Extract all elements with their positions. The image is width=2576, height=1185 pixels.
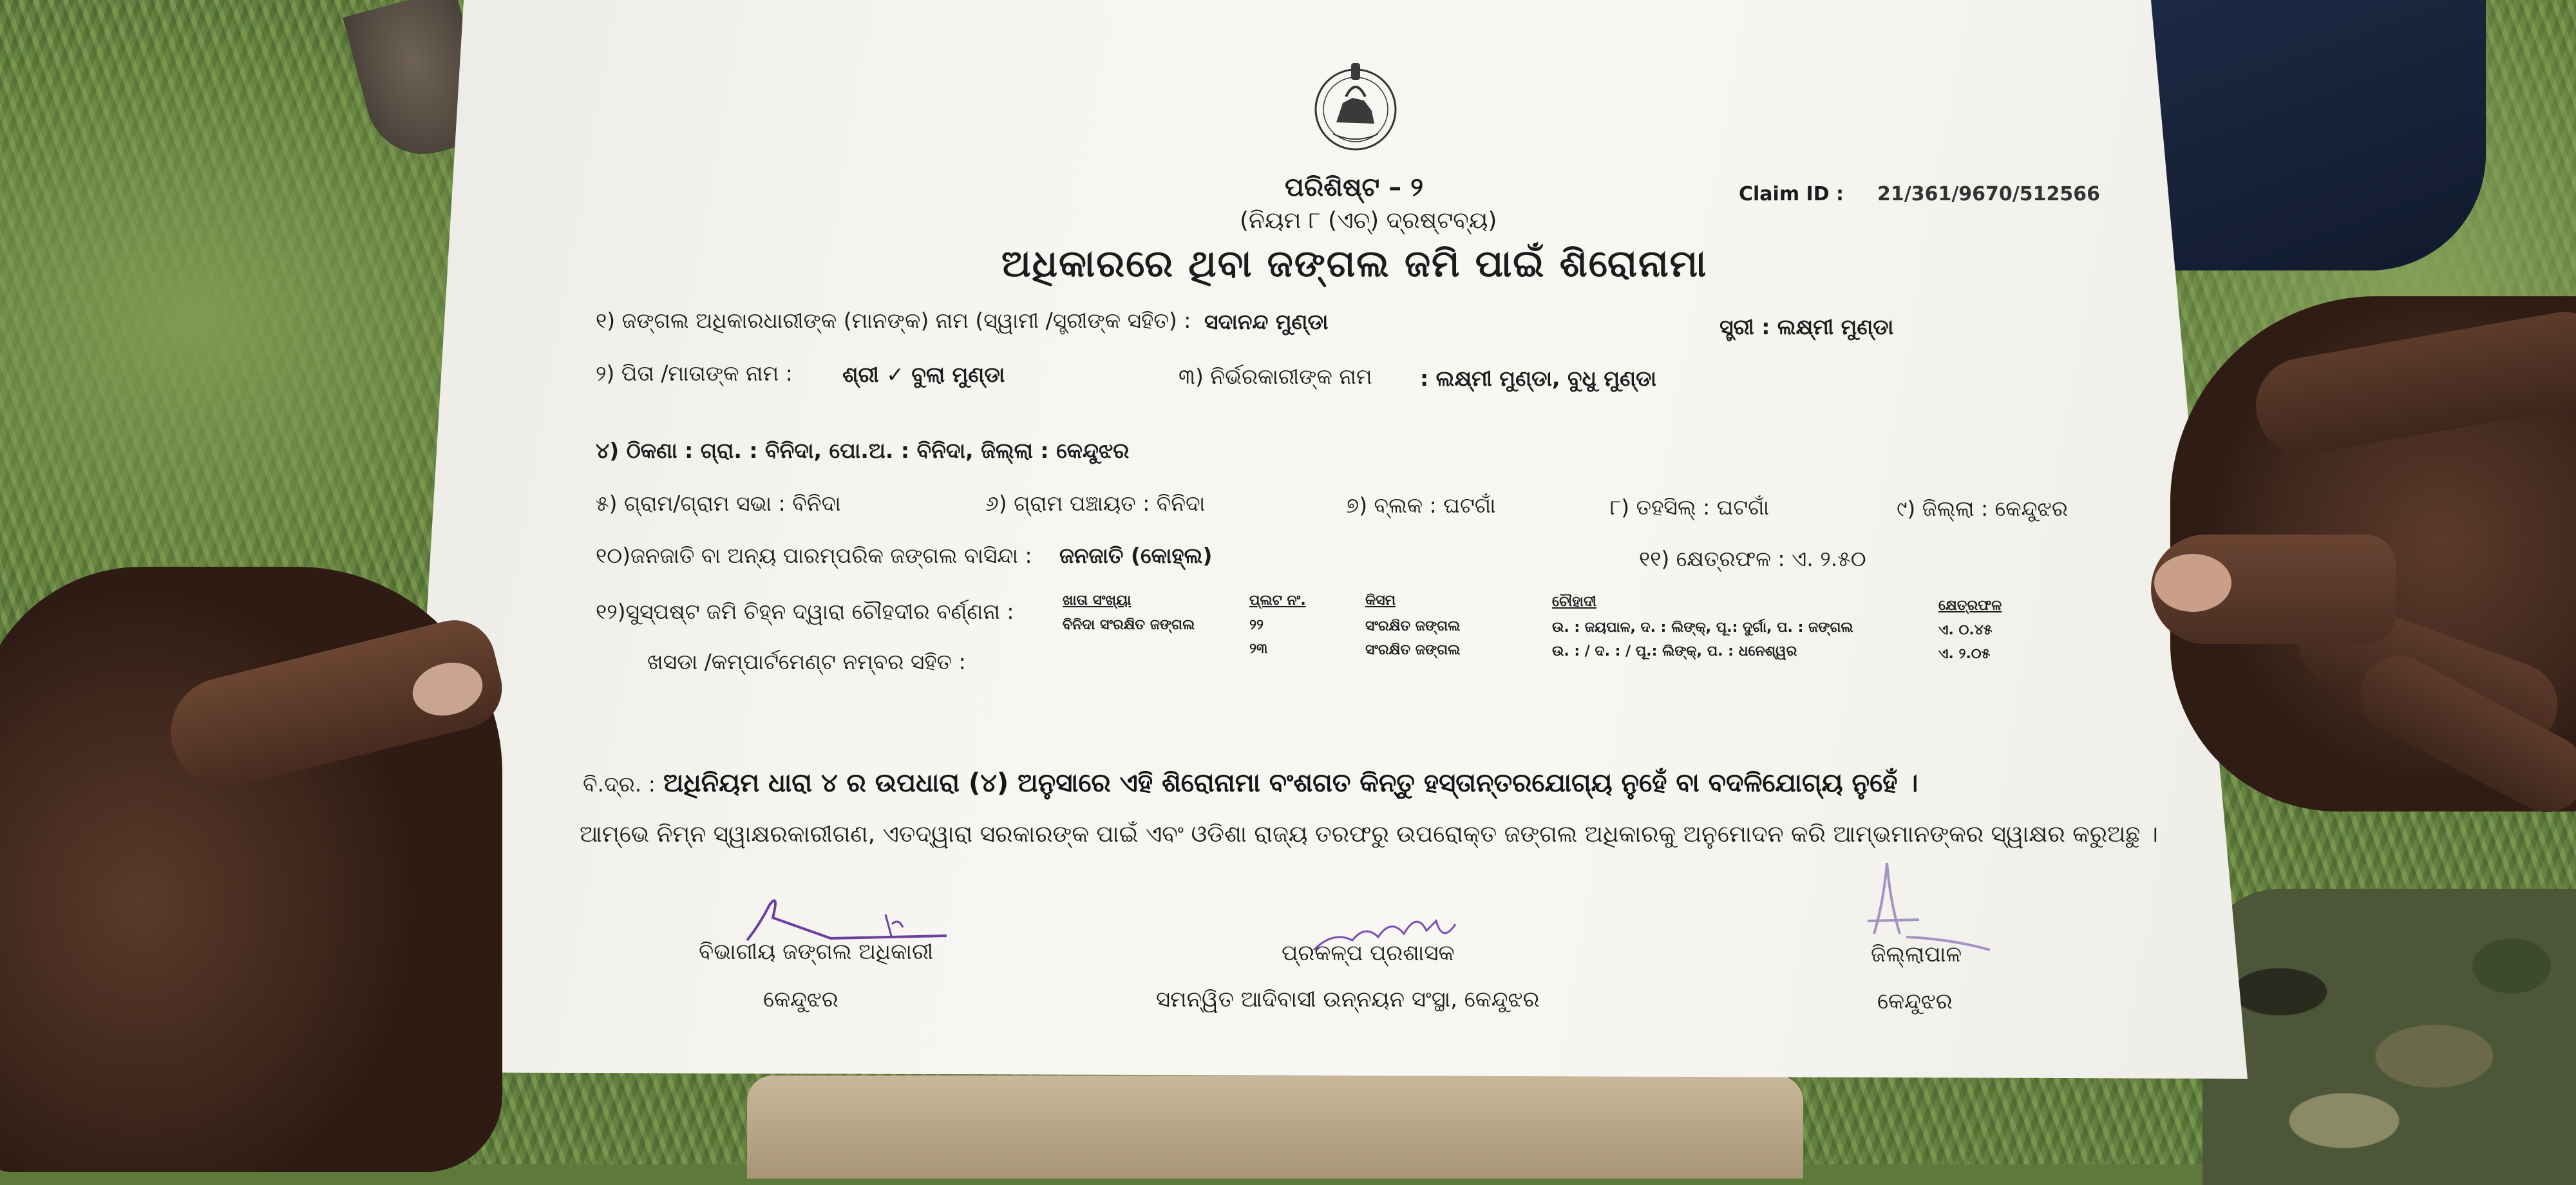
field-12-sublabel: ଖସଡା /କମ୍ପାର୍ଟମେଣ୍ଟ ନମ୍ବର ସହିତ : — [647, 649, 966, 674]
field-12-label: ୧୨)ସୁସ୍ପଷ୍ଟ ଜମି ଚିହ୍ନ ଦ୍ୱାରା ଚୌହଦୀର ବର୍ଣ୍ଣନା : — [596, 599, 1014, 624]
claim-id-label: Claim ID : — [1739, 183, 1844, 205]
field-4-address: ୪) ଠିକଣା : ଗ୍ରା. : ବିନିଦା, ପୋ.ଅ. : ବିନିଦା, ଜିଲ୍ଲା : କେନ୍ଦୁଝର — [596, 438, 1130, 463]
field-10-value: ଜନଜାତି (କୋହ୍ଲ) — [1059, 543, 1213, 568]
signatory-2-role: ପ୍ରକଳ୍ପ ପ୍ରଶାସକ — [1282, 940, 1455, 966]
annex-label: ପରିଶିଷ୍ଟ – ୨ — [1285, 173, 1424, 202]
field-8-tehsil: ୮) ତହସିଲ୍ : ଘଟଗାଁ — [1610, 495, 1769, 520]
signatory-1-place: କେନ୍ଦୁଝର — [763, 987, 838, 1012]
table-header: ପ୍ଲଟ ନଂ. — [1249, 592, 1306, 609]
declaration-text: ଆମ୍ଭେ ନିମ୍ନ ସ୍ୱାକ୍ଷରକାରୀଗଣ, ଏତଦ୍ୱାରା ସରକାରଙ୍କ ପାଇଁ ଏବଂ ଓଡିଶା ରାଜ୍ୟ ତରଫରୁ ଉପରୋକ୍ତ ଜଙ୍ଗଲ ଅଧିକାରକୁ ଅନୁମୋଦନ କରି ଆମ୍ଭମାନଙ୍କର ସ୍ୱାକ୍ଷର କରୁଅଛୁ । — [580, 821, 2158, 848]
signatory-1-role: ବିଭାଗୀୟ ଜଙ୍ଗଲ ଅଧିକାରୀ — [699, 939, 934, 965]
emblem-icon — [1307, 52, 1404, 155]
table-header: କିସମ — [1365, 592, 1396, 609]
claim-id-value: 21/361/9670/512566 — [1877, 183, 2100, 205]
camouflage-clothing — [2202, 889, 2576, 1185]
field-10-label: ୧୦)ଜନଜାତି ବା ଅନ୍ୟ ପାରମ୍ପରିକ ଜଙ୍ଗଲ ବାସିନ୍ଦା : — [596, 543, 1032, 568]
field-1-label: ୧) ଜଙ୍ଗଲ ଅଧିକାରଧାରୀଙ୍କ (ମାନଙ୍କ) ନାମ (ସ୍ୱାମୀ /ସ୍ତ୍ରୀଙ୍କ ସହିତ) : — [596, 308, 1191, 333]
document-title: ଅଧିକାରରେ ଥିବା ଜଙ୍ଗଲ ଜମି ପାଇଁ ଶିରୋନାମା — [1001, 242, 1708, 285]
signatory-2-place: ସମନ୍ୱିତ ଆଦିବାସୀ ଉନ୍ନୟନ ସଂସ୍ଥା, କେନ୍ଦୁଝର — [1156, 987, 1540, 1012]
field-3-label: ୩) ନିର୍ଭରକାରୀଙ୍କ ନାମ — [1179, 364, 1372, 389]
field-3-value: : ଲକ୍ଷ୍ମୀ ମୁଣ୍ଡା, ବୁଧୁ ମୁଣ୍ଡା — [1420, 366, 1657, 391]
rule-reference: (ନିୟମ ୮ (ଏଚ୍) ଦ୍ରଷ୍ଟବ୍ୟ) — [1240, 207, 1497, 234]
table-cell: ବିନିଦା ସଂରକ୍ଷିତ ଜଙ୍ଗଲ — [1063, 617, 1195, 633]
table-cell: ଉ. : / ଦ. : / ପୂ.: ଲିଙ୍କ୍, ପ. : ଧନେଶ୍ୱର — [1552, 643, 1797, 659]
table-cell: ୨୨ — [1249, 617, 1264, 633]
signatory-3-place: କେନ୍ଦୁଝର — [1877, 989, 1953, 1014]
table-cell: ସଂରକ୍ଷିତ ଜଙ୍ଗଲ — [1365, 642, 1461, 658]
field-2-label: ୨) ପିତା /ମାତାଙ୍କ ନାମ : — [596, 361, 793, 386]
field-7-block: ୭) ବ୍ଲକ : ଘଟଗାଁ — [1346, 493, 1496, 518]
field-6-panchayat: ୬) ଗ୍ରାମ ପଞ୍ଚାୟତ : ବିନିଦା — [985, 491, 1206, 516]
signatory-3-role: ଜିଲ୍ଲାପାଳ — [1871, 942, 1962, 967]
dark-clothing — [2125, 0, 2486, 270]
field-1-spouse: ସ୍ତ୍ରୀ : ଲକ୍ଷ୍ମୀ ମୁଣ୍ଡା — [1719, 314, 1894, 339]
table-cell: ଉ. : ଜୟପାଳ, ଦ. : ଲିଙ୍କ୍, ପୂ.: ଦୁର୍ଗା, ପ. : ଜଙ୍ଗଲ — [1552, 620, 1853, 636]
table-cell: ଏ. ୦.୪୫ — [1938, 622, 1993, 638]
note-prefix: ବି.ଦ୍ର. : — [583, 772, 656, 797]
table-cell: ୨୩ — [1249, 641, 1268, 657]
table-header: ଚୌହାଦୀ — [1552, 594, 1596, 610]
field-2-value: ଶ୍ରୀ ✓ ବୁଲା ମୁଣ୍ଡା — [842, 362, 1005, 387]
table-header: ଖାତା ସଂଖ୍ୟା — [1063, 592, 1132, 609]
inheritance-note: ଅଧିନିୟମ ଧାରା ୪ ର ଉପଧାରା (୪) ଅନୁସାରେ ଏହି ଶିରୋନାମା ବଂଶଗତ କିନ୍ତୁ ହସ୍ତାନ୍ତରଯୋଗ୍ୟ ନୁହେଁ ବା ବଦଳିଯୋଗ୍ୟ ନୁହେଁ । — [663, 768, 1918, 798]
field-1-value: ସଦାନନ୍ଦ ମୁଣ୍ଡା — [1204, 309, 1329, 334]
right-thumbnail — [2154, 554, 2231, 612]
field-5-village: ୫) ଗ୍ରାମ/ଗ୍ରାମ ସଭା : ବିନିଦା — [596, 491, 841, 516]
trousers — [747, 1076, 1803, 1179]
table-header: କ୍ଷେତ୍ରଫଳ — [1938, 598, 2002, 614]
field-9-district: ୯) ଜିଲ୍ଲା : କେନ୍ଦୁଝର — [1897, 496, 2068, 521]
table-cell: ଏ. ୨.୦୫ — [1938, 646, 1991, 662]
field-11-area: ୧୧) କ୍ଷେତ୍ରଫଳ : ଏ. ୨.୫୦ — [1639, 546, 1866, 571]
table-cell: ସଂରକ୍ଷିତ ଜଙ୍ଗଲ — [1365, 618, 1461, 634]
